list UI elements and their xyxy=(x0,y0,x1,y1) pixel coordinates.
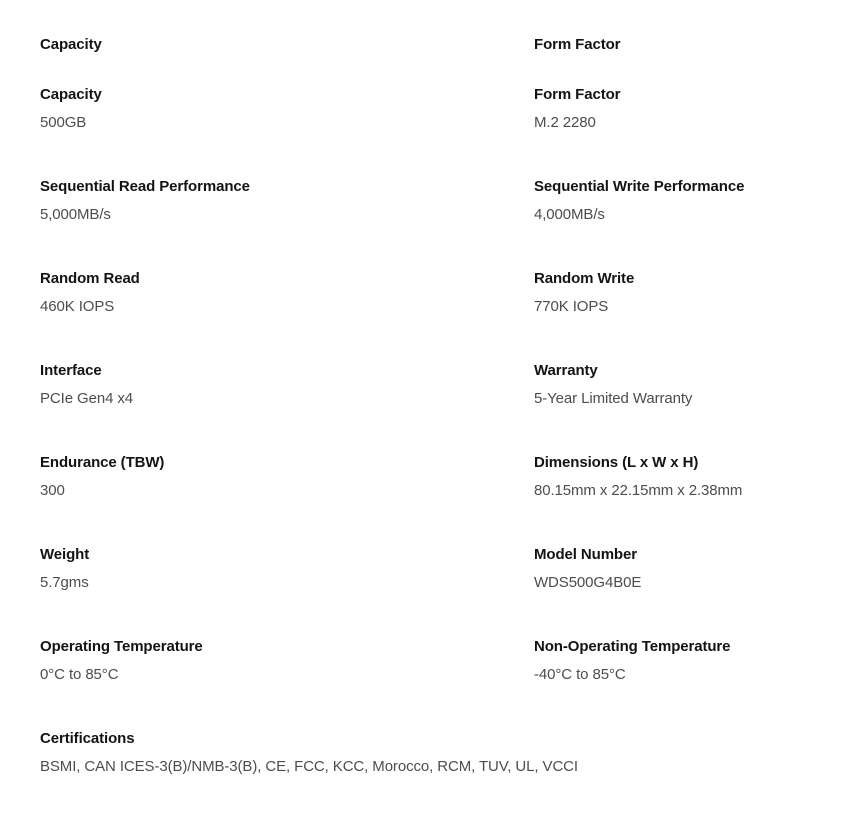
spec-value: 500GB xyxy=(40,114,87,131)
spec-label: Sequential Write Performance xyxy=(534,178,745,195)
spec-label: Model Number xyxy=(534,546,637,563)
spec-label: Warranty xyxy=(534,362,598,379)
spec-value: M.2 2280 xyxy=(534,114,596,131)
spec-label: Capacity xyxy=(40,86,102,103)
spec-value: 0°C to 85°C xyxy=(40,666,119,683)
spec-label: Random Read xyxy=(40,270,140,287)
spec-certifications xyxy=(40,730,578,776)
spec-form-factor xyxy=(534,86,620,132)
section-title-capacity: Capacity xyxy=(40,36,102,53)
spec-value: 5.7gms xyxy=(40,574,89,591)
spec-dimensions xyxy=(534,454,742,500)
spec-value: WDS500G4B0E xyxy=(534,574,642,591)
spec-label: Weight xyxy=(40,546,90,563)
spec-value: -40°C to 85°C xyxy=(534,666,626,683)
spec-operating-temperature xyxy=(40,638,203,684)
spec-label: Sequential Read Performance xyxy=(40,178,250,195)
spec-value: 5,000MB/s xyxy=(40,206,111,223)
spec-label: Interface xyxy=(40,362,102,379)
spec-value: 460K IOPS xyxy=(40,298,115,315)
spec-value: PCIe Gen4 x4 xyxy=(40,390,134,407)
spec-interface xyxy=(40,362,133,408)
spec-value: 5-Year Limited Warranty xyxy=(534,390,693,407)
spec-value: 4,000MB/s xyxy=(534,206,605,223)
spec-value: BSMI, CAN ICES-3(B)/NMB-3(B), CE, FCC, KCC, Morocco, RCM, TUV, UL, VCCI xyxy=(40,758,578,775)
spec-value: 770K IOPS xyxy=(534,298,609,315)
spec-weight xyxy=(40,546,89,592)
spec-value: 80.15mm x 22.15mm x 2.38mm xyxy=(534,482,743,499)
section-title-form-factor: Form Factor xyxy=(534,36,621,53)
spec-warranty xyxy=(534,362,692,408)
spec-label: Endurance (TBW) xyxy=(40,454,165,471)
spec-label: Non-Operating Temperature xyxy=(534,638,731,655)
spec-label: Certifications xyxy=(40,730,135,747)
spec-sequential-write xyxy=(534,178,744,224)
spec-random-write xyxy=(534,270,634,316)
spec-model-number xyxy=(534,546,641,592)
spec-non-operating-temperature xyxy=(534,638,730,684)
spec-label: Form Factor xyxy=(534,86,621,103)
spec-label: Dimensions (L x W x H) xyxy=(534,454,699,471)
spec-random-read xyxy=(40,270,140,316)
spec-label: Operating Temperature xyxy=(40,638,203,655)
spec-label: Random Write xyxy=(534,270,635,287)
spec-value: 300 xyxy=(40,482,65,499)
spec-sequential-read xyxy=(40,178,250,224)
spec-endurance xyxy=(40,454,164,500)
spec-capacity xyxy=(40,86,102,132)
